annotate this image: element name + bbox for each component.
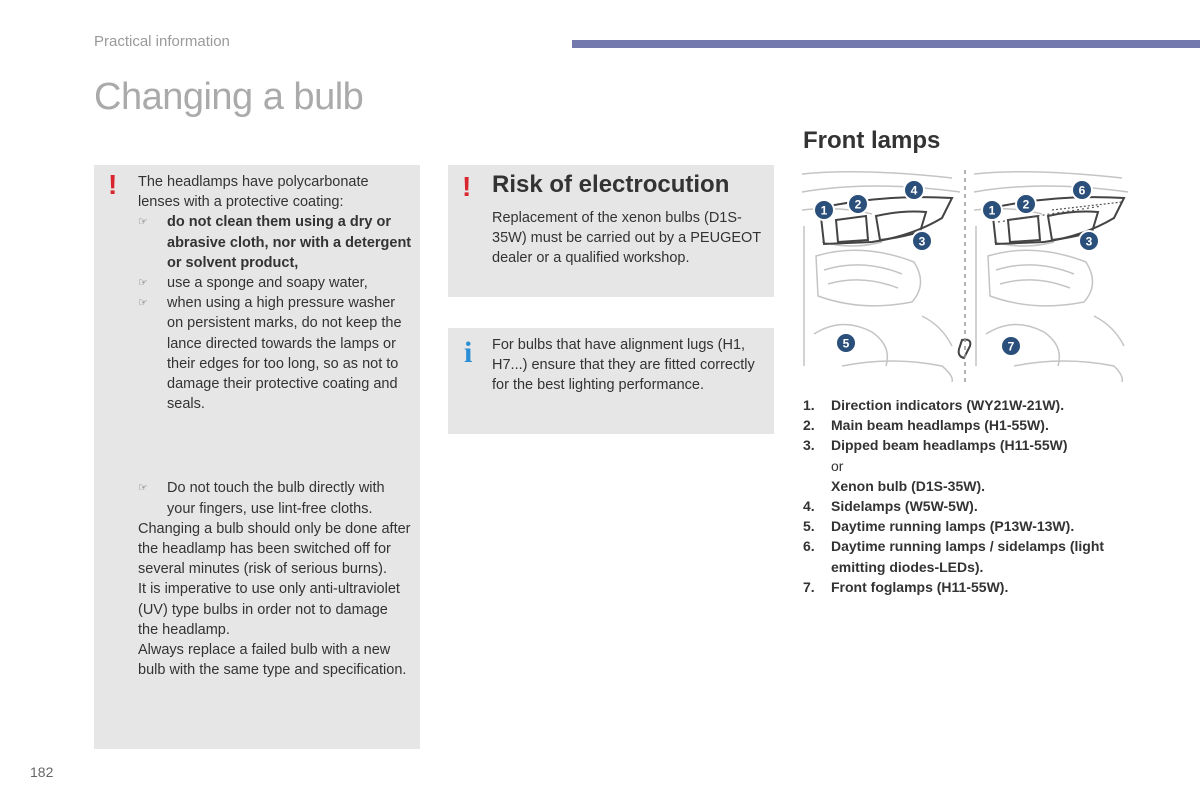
legend-number: 6.	[803, 538, 815, 555]
pointing-hand-icon: ☞	[138, 277, 148, 290]
header-accent-bar	[572, 40, 1200, 48]
legend-text: Main beam headlamps (H1-55W).	[831, 417, 1049, 434]
info-text: For bulbs that have alignment lugs (H1, H7...) ensure that they are fitted correctly for the best lighting performance.	[492, 337, 755, 394]
headlamp-care-warning-box	[94, 165, 420, 749]
bullet-text: use a sponge and soapy water,	[167, 275, 368, 292]
svg-text:2: 2	[1022, 197, 1030, 212]
front-lamps-diagram	[802, 166, 1128, 382]
callout-marker-5	[836, 333, 856, 353]
warning-intro: The headlamps have polycarbonate lenses with a protective coating:	[138, 174, 369, 211]
page-number: 182	[30, 764, 54, 780]
callout-marker-3	[912, 231, 932, 251]
callout-marker-2	[848, 194, 868, 214]
svg-text:3: 3	[1085, 234, 1093, 249]
callout-marker-1-right	[982, 200, 1002, 220]
bullet-text: when using a high pressure washer on persistent marks, do not keep the lance directed towards the lamps or their edges for too long, so as not to damage their protective coating and seals.	[167, 295, 402, 413]
pointing-hand-icon: ☞	[138, 216, 148, 229]
svg-text:1: 1	[988, 203, 996, 218]
front-lamps-title: Front lamps	[803, 127, 941, 154]
electrocution-text: Replacement of the xenon bulbs (D1S-35W) must be carried out by a PEUGEOT dealer or a qualified workshop.	[492, 210, 761, 267]
bullet-text: Do not touch the bulb directly with your fingers, use lint-free cloths.	[167, 480, 385, 517]
legend-item	[803, 536, 1133, 576]
bullet-item	[138, 293, 412, 414]
legend-number: 2.	[803, 417, 815, 434]
svg-text:7: 7	[1007, 339, 1015, 354]
electrocution-warning-box	[448, 165, 774, 297]
legend-number: 3.	[803, 437, 815, 454]
legend-item	[803, 415, 1133, 435]
legend-text: Front foglamps (H11-55W).	[831, 578, 1009, 595]
callout-marker-4	[904, 180, 924, 200]
legend-item	[803, 516, 1133, 536]
legend-item	[803, 496, 1133, 516]
section-label: Practical information	[94, 33, 230, 50]
paragraph: Always replace a failed bulb with a new bulb with the same type and specification.	[138, 642, 407, 679]
legend-item	[803, 435, 1133, 496]
legend-item	[803, 395, 1133, 415]
legend-number: 5.	[803, 518, 815, 535]
bullet-item	[138, 212, 412, 273]
info-icon: i	[464, 336, 473, 369]
legend-number: 1.	[803, 397, 815, 413]
callout-marker-7	[1001, 336, 1021, 356]
legend-number: 7.	[803, 578, 815, 595]
page-title: Changing a bulb	[94, 76, 364, 118]
legend-text: Direction indicators (WY21W-21W).	[831, 397, 1065, 413]
legend-or: or	[831, 457, 844, 474]
svg-text:4: 4	[910, 183, 918, 198]
svg-text:5: 5	[842, 336, 850, 351]
warning-exclamation-icon: !	[462, 171, 472, 202]
legend-text: Daytime running lamps (P13W-13W).	[831, 518, 1075, 535]
callout-marker-3-right	[1079, 231, 1099, 251]
bullet-text: do not clean them using a dry or abrasive cloth, nor with a detergent or solvent product,	[167, 214, 412, 271]
callout-marker-6	[1072, 180, 1092, 200]
svg-text:6: 6	[1078, 183, 1086, 198]
legend-text: Sidelamps (W5W-5W).	[831, 498, 978, 515]
legend-text-extra: Xenon bulb (D1S-35W).	[831, 477, 985, 494]
alignment-info-box	[448, 328, 774, 434]
callout-marker-2-right	[1016, 194, 1036, 214]
svg-text:2: 2	[854, 197, 862, 212]
svg-text:1: 1	[820, 203, 828, 218]
bulb-legend-list	[803, 395, 1133, 597]
legend-text: Dipped beam headlamps (H11-55W)	[831, 437, 1068, 454]
warning-exclamation-icon: !	[108, 169, 118, 200]
legend-text: Daytime running lamps / sidelamps (light emitting diodes-LEDs).	[831, 538, 1105, 575]
bullet-item	[138, 273, 412, 293]
callout-marker-1	[814, 200, 834, 220]
spacer	[138, 414, 412, 478]
pointing-hand-icon: ☞	[138, 297, 148, 310]
bullet-item	[138, 478, 412, 518]
legend-item	[803, 577, 1133, 597]
legend-number: 4.	[803, 498, 815, 515]
electrocution-title: Risk of electrocution	[492, 171, 730, 198]
paragraph: Changing a bulb should only be done after the headlamp has been switched off for several minutes (risk of serious burns).	[138, 520, 411, 578]
pointing-hand-icon: ☞	[138, 482, 148, 495]
svg-text:3: 3	[918, 234, 926, 249]
paragraph: It is imperative to use only anti-ultraviolet (UV) type bulbs in order not to damage the headlamp.	[138, 581, 400, 638]
